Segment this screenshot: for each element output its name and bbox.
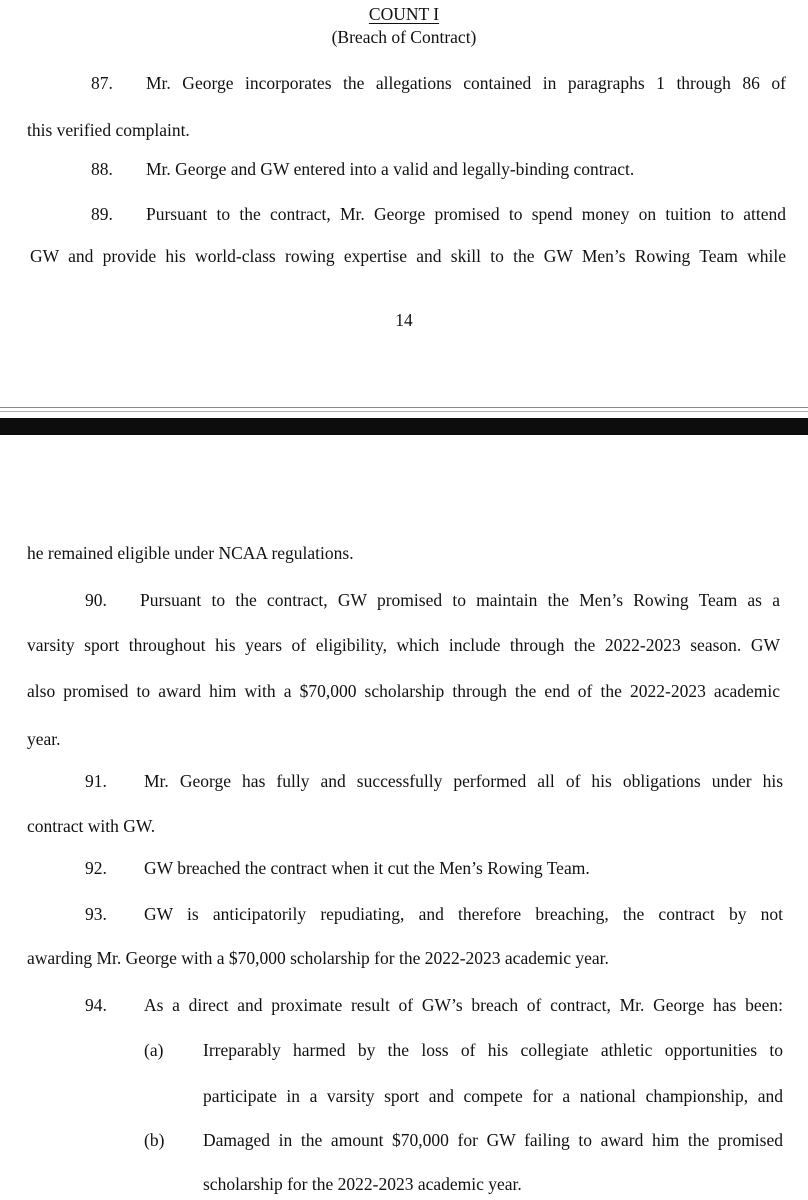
paragraph-number: 93. (85, 904, 107, 924)
sub-item-text-line: Irreparably harmed by the loss of his collegiate athletic opportunities to (203, 1040, 783, 1060)
paragraph-text-line: GW and provide his world-class rowing expertise and skill to the GW Men’s Rowing Team while (30, 246, 786, 266)
paragraph-number: 87. (91, 73, 113, 93)
paragraph-text-line: this verified complaint. (27, 120, 190, 140)
paragraph-text-line: also promised to award him with a $70,000 scholarship through the end of the 2022-2023 academic (27, 681, 780, 701)
page-edge-line (0, 407, 808, 408)
paragraph-89-continued: he remained eligible under NCAA regulations. (27, 543, 354, 563)
paragraph-number: 90. (85, 590, 107, 610)
paragraph-text-line: varsity sport throughout his years of eligibility, which include through the 2022-2023 season. GW (27, 635, 780, 655)
sub-item-text-line: participate in a varsity sport and compete for a national championship, and (203, 1086, 783, 1106)
sub-item-label: (b) (144, 1130, 165, 1150)
paragraph-number: 94. (85, 995, 107, 1015)
page-edge-line (0, 411, 808, 412)
paragraph-text-line: Mr. George has fully and successfully performed all of his obligations under his (144, 771, 783, 791)
page-number: 14 (395, 310, 413, 330)
paragraph-text-line: Pursuant to the contract, GW promised to maintain the Men’s Rowing Team as a (140, 590, 780, 610)
heading-count: COUNT I (368, 4, 440, 24)
paragraph-number: 88. (91, 159, 113, 179)
sub-item-text-line: Damaged in the amount $70,000 for GW failing to award him the promised (203, 1130, 783, 1150)
paragraph-text-line: GW breached the contract when it cut the Men’s Rowing Team. (144, 858, 590, 878)
paragraph-number: 89. (91, 204, 113, 224)
paragraph-text-line: Pursuant to the contract, Mr. George promised to spend money on tuition to attend (146, 204, 786, 224)
paragraph-text-line: Mr. George incorporates the allegations contained in paragraphs 1 through 86 of (146, 73, 786, 93)
paragraph-number: 91. (85, 771, 107, 791)
heading-subtitle: (Breach of Contract) (331, 27, 477, 47)
sub-item-text-line: scholarship for the 2022-2023 academic year. (203, 1174, 522, 1194)
paragraph-text-line: As a direct and proximate result of GW’s breach of contract, Mr. George has been: (144, 995, 783, 1015)
paragraph-number: 92. (85, 858, 107, 878)
paragraph-text-line: GW is anticipatorily repudiating, and therefore breaching, the contract by not (144, 904, 783, 924)
paragraph-text-line: contract with GW. (27, 816, 156, 836)
paragraph-text-line: awarding Mr. George with a $70,000 scholarship for the 2022-2023 academic year. (27, 948, 609, 968)
paragraph-text-line: Mr. George and GW entered into a valid and legally-binding contract. (146, 159, 635, 179)
sub-item-label: (a) (144, 1040, 164, 1060)
paragraph-text-line: year. (27, 729, 61, 749)
page-break-band (0, 418, 808, 435)
